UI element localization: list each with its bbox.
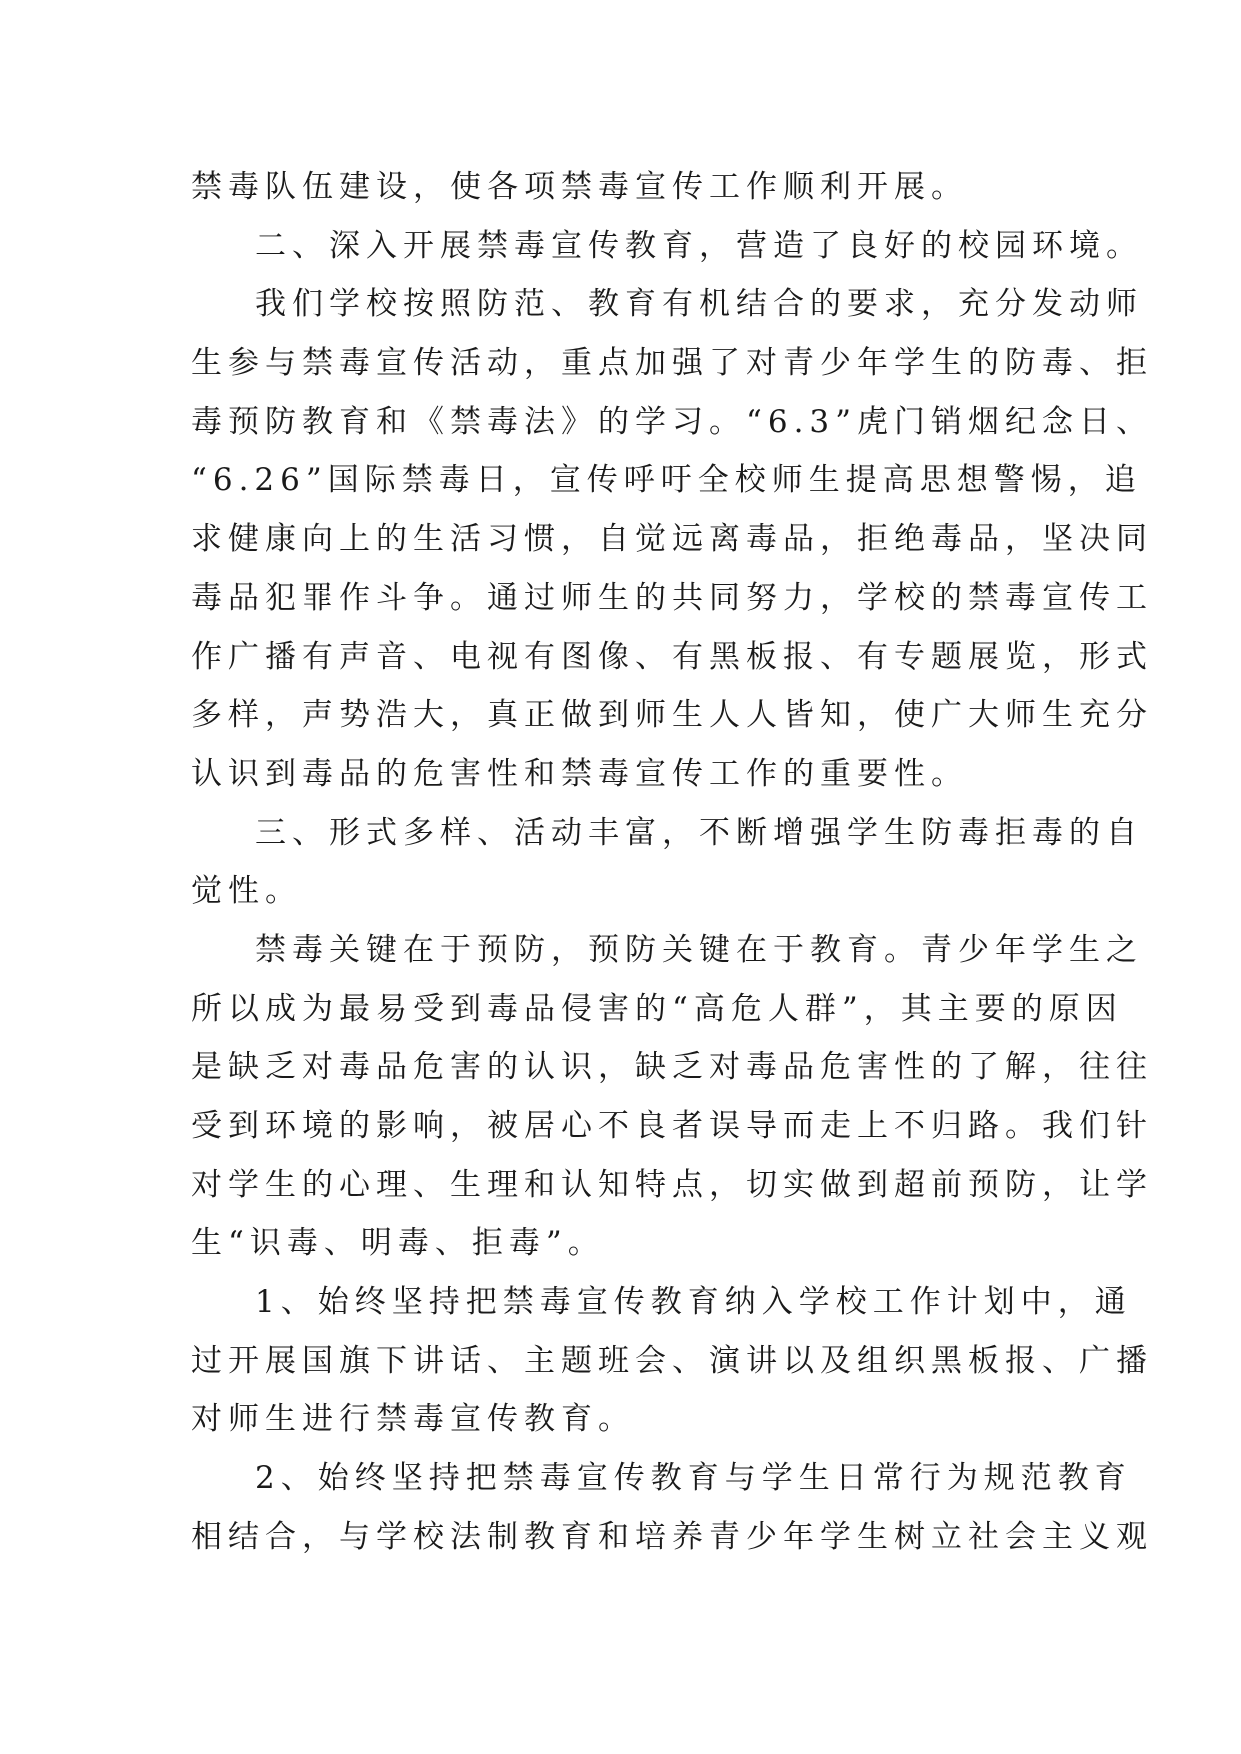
list-item-1: 1、始终坚持把禁毒宣传教育纳入学校工作计划中，通 <box>255 1284 1132 1321</box>
text-line: 觉性。 <box>191 873 302 910</box>
section-heading-2: 二、深入开展禁毒宣传教育，营造了良好的校园环境。 <box>255 227 1143 264</box>
text-line: 作广播有声音、电视有图像、有黑板报、有专题展览，形式 <box>191 638 1153 675</box>
text-line: 受到环境的影响，被居心不良者误导而走上不归路。我们针 <box>191 1108 1153 1144</box>
text-line: 毒预防教育和《禁毒法》的学习。“6.3”虎门销烟纪念日、 <box>191 403 1153 440</box>
text-line: 是缺乏对毒品危害的认识，缺乏对毒品危害性的了解，往往 <box>191 1049 1153 1086</box>
text-line: 求健康向上的生活习惯，自觉远离毒品，拒绝毒品，坚决同 <box>191 521 1153 558</box>
text-line: 毒品犯罪作斗争。通过师生的共同努力，学校的禁毒宣传工 <box>191 579 1153 616</box>
text-line: 过开展国旗下讲话、主题班会、演讲以及组织黑板报、广播 <box>191 1342 1153 1379</box>
text-line: 对师生进行禁毒宣传教育。 <box>191 1401 635 1438</box>
text-line: 认识到毒品的危害性和禁毒宣传工作的重要性。 <box>191 755 968 792</box>
section-heading-3: 三、形式多样、活动丰富，不断增强学生防毒拒毒的自 <box>255 814 1143 851</box>
text-line: 我们学校按照防范、教育有机结合的要求，充分发动师 <box>255 286 1143 323</box>
document-body <box>191 158 1153 1567</box>
text-line: 相结合，与学校法制教育和培养青少年学生树立社会主义观 <box>191 1518 1153 1555</box>
text-line: 禁毒关键在于预防，预防关键在于教育。青少年学生之 <box>255 931 1143 968</box>
text-line: 生“识毒、明毒、拒毒”。 <box>191 1225 605 1262</box>
list-item-2: 2、始终坚持把禁毒宣传教育与学生日常行为规范教育 <box>255 1460 1132 1497</box>
text-line: 生参与禁毒宣传活动，重点加强了对青少年学生的防毒、拒 <box>191 345 1153 382</box>
text-line: 对学生的心理、生理和认知特点，切实做到超前预防，让学 <box>191 1166 1153 1203</box>
text-line: 所以成为最易受到毒品侵害的“高危人群”，其主要的原因 <box>191 990 1123 1027</box>
text-line: 多样，声势浩大，真正做到师生人人皆知，使广大师生充分 <box>191 697 1153 734</box>
text-line: 禁毒队伍建设，使各项禁毒宣传工作顺利开展。 <box>191 169 968 205</box>
text-line: “6.26”国际禁毒日，宣传呼吁全校师生提高思想警惕，追 <box>191 462 1142 499</box>
